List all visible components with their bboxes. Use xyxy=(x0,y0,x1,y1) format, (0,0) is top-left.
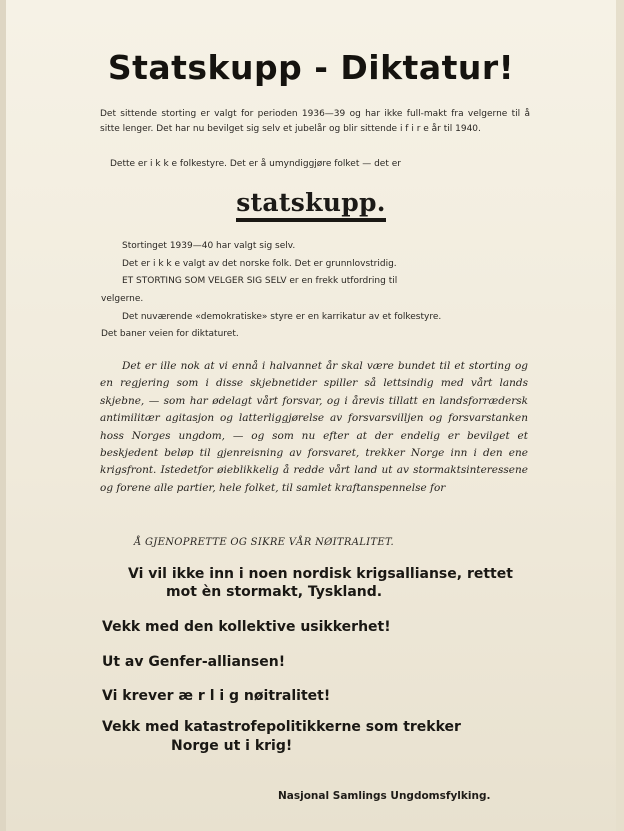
bold-slogan-line: Vi vil ikke inn i noen nordisk krigsallianse, rettet xyxy=(128,566,513,582)
intro-paragraph-2: Dette er i k k e folkestyre. Det er å umyndiggjøre folket — det er xyxy=(110,159,401,169)
poster-title: Statskupp - Diktatur! xyxy=(107,48,515,87)
bold-slogan-line: Vekk med den kollektive usikkerhet! xyxy=(102,619,391,635)
italic-body-paragraph: Det er ille nok at vi ennå i halvannet år skal være bundet til et storting og en regjering som i disse skjebnetider spiller så lettsindig med vårt lands skjebne, — som har ødelagt vårt forsvar, og i årevis tillatt en landsforrædersk antimilitær agitasjon og latterliggjørelse av forsvarsvilljen og forsvarstanken hoss Norges ungdom, — og som nu efter at der endelig er bevilget et beskjedent beløp til gjenreisning av forsvaret, trekker Norge inn i den ene krigsfront. Istedetfor øieblikkelig å redde vårt land ut av stormaktsinteressene og forene alle partier, hele folket, til samlet kraftanspennelse for xyxy=(100,360,528,494)
bold-slogan-line: Vi krever æ r l i g nøitralitet! xyxy=(102,688,331,704)
bold-slogan-line: Norge ut i krig! xyxy=(171,738,293,754)
bold-slogan-line: Ut av Genfer-alliansen! xyxy=(102,654,286,670)
italic-slogan: Å GJENOPRETTE OG SIKRE VÅR NØITRALITET. xyxy=(134,537,394,548)
subtitle-statskupp xyxy=(6,188,616,217)
subtitle-text: statskupp. xyxy=(236,188,386,222)
statement-line: Det er i k k e valgt av det norske folk. Det er grunnlovstridig. xyxy=(122,259,397,269)
statement-line: ET STORTING SOM VELGER SIG SELV er en frekk utfordring til xyxy=(122,276,398,286)
statement-line: velgerne. xyxy=(101,294,144,304)
bold-slogan-line: Vekk med katastrofepolitikkerne som trekker xyxy=(102,719,461,735)
signature: Nasjonal Samlings Ungdomsfylking. xyxy=(278,790,491,802)
statement-line: Det nuværende «demokratiske» styre er en karrikatur av et folkestyre. xyxy=(122,312,442,322)
statement-line: Det baner veien for diktaturet. xyxy=(101,329,239,339)
bold-slogan-line: mot èn stormakt, Tyskland. xyxy=(166,584,383,600)
intro-paragraph: Det sittende storting er valgt for perioden 1936—39 og har ikke full-makt fra velgerne til å sitte lenger. Det har nu bevilget sig selv et jubelår og blir sittende i f i r e år til 1940. xyxy=(100,109,530,134)
statement-line: Stortinget 1939—40 har valgt sig selv. xyxy=(122,241,296,251)
